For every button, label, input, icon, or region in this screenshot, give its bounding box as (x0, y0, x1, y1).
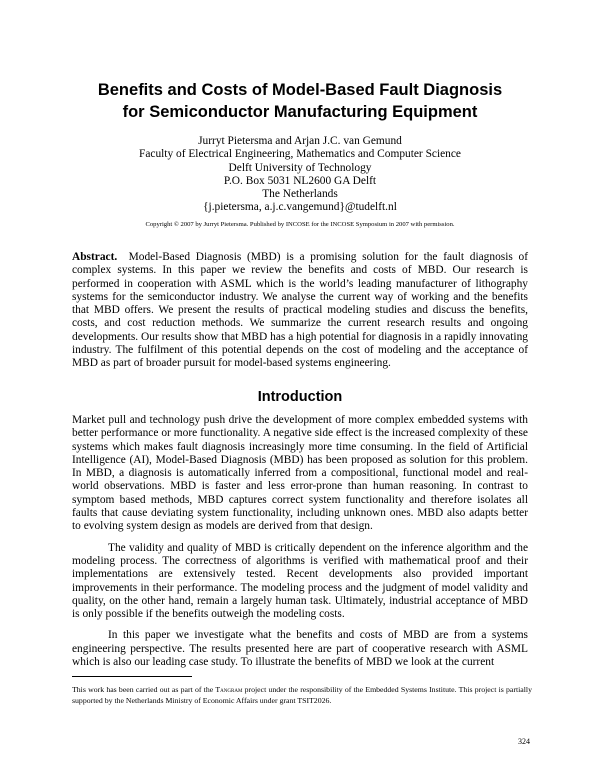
section-heading-introduction: Introduction (257, 389, 343, 405)
author-address: P.O. Box 5031 NL2600 GA Delft (223, 174, 377, 187)
title-line-2: for Semiconductor Manufacturing Equipment (122, 103, 478, 121)
title-line-1: Benefits and Costs of Model-Based Fault Diagnosis (97, 81, 503, 99)
intro-paragraph-2: The validity and quality of MBD is critically dependent on the inference algorithm and the modeling process. The correctness of algorithms is verified with mathematical proof and their implementations are extensively tested. Recent developments also provided important improvements in their performance. The modeling process and the judgment of model validity and quality, on the other hand, remain a largely human task. Ultimately, industrial acceptance of MBD is only possible if the benefits outweigh the modeling costs. (72, 541, 528, 621)
footnote (72, 684, 532, 706)
author-country: The Netherlands (262, 188, 338, 201)
abstract (72, 251, 528, 371)
copyright-notice: Copyright © 2007 by Jurryt Pietersma. Published by INCOSE for the INCOSE Symposium in 2007 with permission. (145, 221, 455, 228)
author-email: {j.pietersma, a.j.c.vangemund}@tudelft.nl (203, 201, 397, 214)
footnote-text-before: This work has been carried out as part of the (72, 685, 216, 694)
abstract-label: Abstract. (72, 251, 118, 263)
footnote-text-after: project under the responsibility of the Embedded Systems Institute. This project is partially supported by the Netherlands Ministry of Economic Affairs under grant TSIT2026. (72, 685, 532, 705)
footnote-project-name: Tangram (215, 685, 243, 694)
paper-title (0, 79, 600, 123)
footnote-divider (72, 676, 192, 677)
intro-paragraph-3: In this paper we investigate what the benefits and costs of MBD are from a systems engineering perspective. The results presented here are part of cooperative research with ASML which is also our leading case study. To illustrate the benefits of MBD we look at the current (72, 629, 528, 669)
page-number: 324 (518, 737, 530, 746)
author-block (0, 135, 600, 215)
author-university: Delft University of Technology (228, 161, 372, 174)
abstract-text: Model-Based Diagnosis (MBD) is a promising solution for the fault diagnosis of complex systems. In this paper we review the benefits and costs of MBD. Our research is performed in cooperation with ASML which is the world’s leading manufacturer of lithography systems for the semiconductor industry. We analyse the current way of working and the benefits that MBD offers. We present the results of practical modeling studies and discuss the benefits, costs, and cost reduction methods. We summarize the current research results and ongoing developments. Our results show that MBD has a high potential for diagnosis in a rapidly innovating industry. The fulfilment of this potential depends on the cost of modeling and the acceptance of MBD as part of broader pursuit for model-based systems engineering. (72, 251, 528, 370)
author-names: Jurryt Pietersma and Arjan J.C. van Gemund (198, 135, 402, 147)
intro-paragraph-1: Market pull and technology push drive the development of more complex embedded systems with better performance or more functionality. A negative side effect is the increased complexity of these systems which makes fault diagnosis increasingly more time consuming. In the field of Artificial Intelligence (AI), Model-Based Diagnosis (MBD) has been proposed as solution for this problem. In MBD, a diagnosis is automatically inferred from a compositional, functional model and real-world observations. MBD is faster and less error-prone than human reasoning. In contrast to symptom based methods, MBD captures correct system functionality and therefore isolates all faults that cause deviating system functionality, including unknown ones. MBD also adapts better to evolving system design as models are derived from that design. (72, 414, 528, 533)
author-faculty: Faculty of Electrical Engineering, Mathematics and Computer Science (139, 148, 461, 161)
introduction-body (72, 414, 528, 677)
